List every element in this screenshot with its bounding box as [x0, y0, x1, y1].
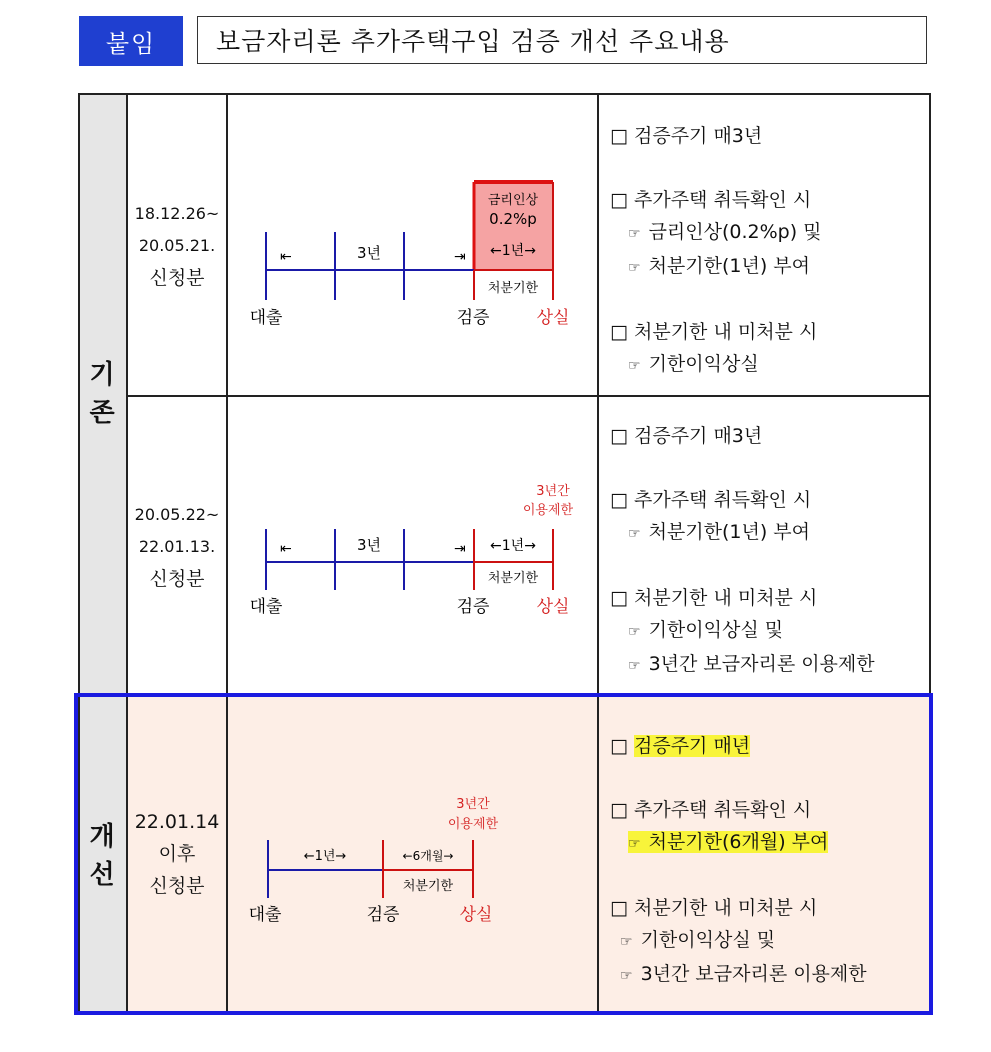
row1-grace-period: ←1년→ [490, 243, 536, 259]
row2-bullet-2: □ 추가주택 취득확인 시 [610, 489, 812, 511]
row1-bullet-3: □ 처분기한 내 미처분 시 [610, 321, 818, 343]
row2-sub-3: 3년간 보금자리론 이용제한 [648, 653, 875, 675]
row1-bullet-2: □ 추가주택 취득확인 시 [610, 189, 812, 211]
row2-sub-1: 처분기한(1년) 부여 [648, 521, 810, 543]
row3-sub-2: 기한이익상실 및 [640, 929, 776, 951]
row1-sub-3: 기한이익상실 [648, 353, 759, 375]
section-label-improved: 개 선 [89, 822, 115, 890]
pointer-icon: ☞ [628, 526, 641, 542]
pointer-icon: ☞ [628, 260, 641, 276]
improved-section-frame [74, 693, 933, 1015]
row2-bullet-1: □ 검증주기 매3년 [610, 425, 763, 447]
row2-period-label: 3년 [356, 536, 382, 554]
row2-arrow-right: ⇥ [454, 541, 466, 557]
row2-grace-label: 처분기한 [487, 571, 539, 586]
pointer-icon: ☞ [620, 968, 633, 984]
row3-sub-1-highlight: ☞ 처분기한(6개월) 부여 [628, 831, 828, 853]
row2-restrict-line2: 이용제한 [522, 503, 574, 518]
row2-restrict-line1: 3년간 [536, 484, 570, 499]
row2-description [610, 420, 875, 682]
row1-arrow-left: ⇤ [280, 249, 292, 265]
row2-date: 20.05.22~ 22.01.13. 신청분 [134, 505, 220, 590]
pointer-icon: ☞ [628, 836, 641, 852]
row1-end-label: 상실 [536, 308, 570, 328]
row3-check-label: 검증 [366, 905, 400, 925]
row3-grace-label: 처분기한 [402, 879, 454, 894]
row2-arrow-left: ⇤ [280, 541, 292, 557]
row2-start-label: 대출 [249, 597, 283, 617]
row2-bullet-3: □ 처분기한 내 미처분 시 [610, 587, 818, 609]
row1-grace-label: 처분기한 [487, 281, 539, 296]
row3-date: 22.01.14 이후 신청분 [134, 811, 220, 897]
page-title: 보금자리론 추가주택구입 검증 개선 주요내용 [197, 16, 927, 64]
pointer-icon: ☞ [628, 658, 641, 674]
pointer-icon: ☞ [628, 226, 641, 242]
row2-timeline [250, 483, 574, 617]
row1-date: 18.12.26~ 20.05.21. 신청분 [134, 204, 220, 289]
row3-restrict-line1: 3년간 [456, 797, 490, 812]
row3-restrict-line2: 이용제한 [447, 817, 499, 832]
row3-bullet-2: □ 추가주택 취득확인 시 [610, 799, 812, 821]
row1-description [610, 120, 822, 382]
pointer-icon: ☞ [628, 624, 641, 640]
section-label-existing: 기 존 [89, 360, 115, 428]
rate-box-line2: 0.2%p [489, 210, 537, 228]
row1-bullet-1: □ 검증주기 매3년 [610, 125, 763, 147]
row1-period-label: 3년 [356, 244, 382, 262]
row3-bullet-1-highlight: 검증주기 매년 [634, 735, 751, 757]
pointer-icon: ☞ [628, 358, 641, 374]
row3-grace-period: ←6개월→ [402, 849, 454, 863]
row2-end-label: 상실 [536, 597, 570, 617]
row1-check-label: 검증 [456, 308, 490, 328]
row2-check-label: 검증 [456, 597, 490, 617]
row1-sub-2: 처분기한(1년) 부여 [648, 255, 810, 277]
row1-sub-1: 금리인상(0.2%p) 및 [648, 221, 822, 243]
rate-box-line1: 금리인상 [487, 193, 539, 208]
row3-bullet-3: □ 처분기한 내 미처분 시 [610, 897, 818, 919]
row3-bullet-1: □ 검증주기 매년 [610, 735, 751, 757]
row3-period-label: ←1년→ [303, 849, 347, 864]
row2-sub-2: 기한이익상실 및 [648, 619, 784, 641]
attachment-badge: 붙임 [79, 16, 183, 66]
row3-sub-3: 3년간 보금자리론 이용제한 [640, 963, 867, 985]
row2-grace-period: ←1년→ [490, 538, 536, 554]
row1-start-label: 대출 [249, 308, 283, 328]
row3-end-label: 상실 [459, 905, 493, 925]
row1-timeline [250, 182, 570, 328]
row1-arrow-right: ⇥ [454, 249, 466, 265]
pointer-icon: ☞ [620, 934, 633, 950]
row3-start-label: 대출 [248, 905, 282, 925]
